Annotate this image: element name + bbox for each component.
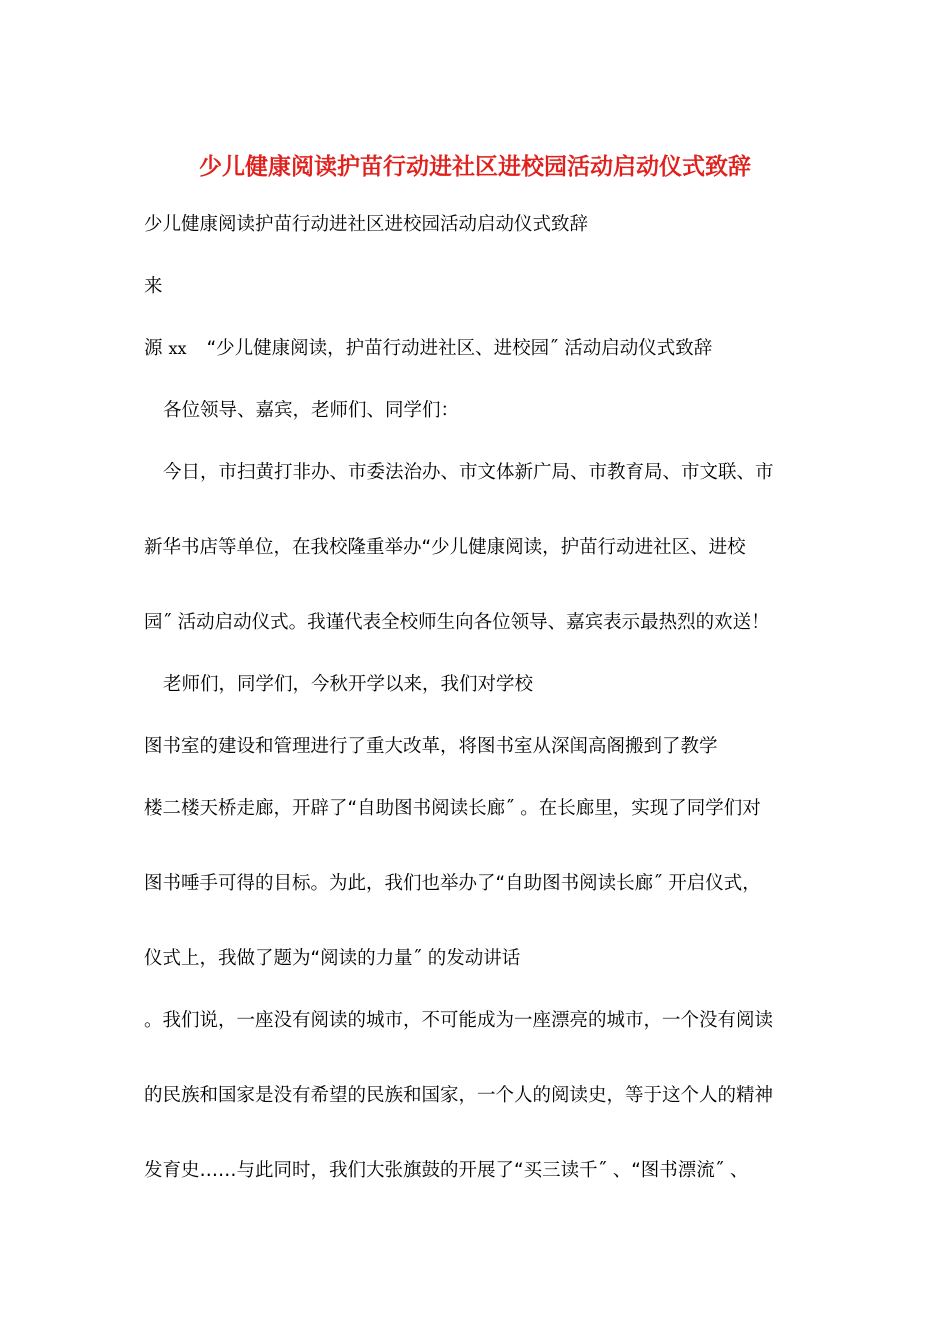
source-line: [144, 336, 712, 362]
salutation-line: 各位领导、嘉宾，老师们、同学们：: [163, 400, 460, 421]
body-line: 发育史……与此同时，我们大张旗鼓的开展了“买三读千˝ 、“图书漂流˝ 、: [144, 1160, 749, 1181]
body-line: 老师们，同学们，今秋开学以来，我们对学校: [163, 674, 534, 695]
body-line: 新华书店等单位，在我校隆重举办“少儿健康阅读，护苗行动进社区、进校: [144, 537, 746, 558]
body-line: 园˝ 活动启动仪式。我谨代表全校师生向各位领导、嘉宾表示最热烈的欢送！: [144, 612, 770, 633]
body-line: 图书室的建设和管理进行了重大改革，将图书室从深闺高阁搬到了教学: [144, 736, 718, 757]
source-value: xx: [168, 339, 187, 358]
source-label-line: 来: [144, 276, 163, 297]
source-char: 源: [144, 338, 163, 359]
event-title-text: “少儿健康阅读，护苗行动进社区、进校园˝ 活动启动仪式致辞: [206, 338, 713, 359]
body-line: 图书唾手可得的目标。为此，我们也举办了“自助图书阅读长廊˝ 开启仪式，: [144, 873, 761, 894]
body-line: 。我们说，一座没有阅读的城市，不可能成为一座漂亮的城市，一个没有阅读: [144, 1010, 774, 1031]
subtitle-line: 少儿健康阅读护苗行动进社区进校园活动启动仪式致辞: [144, 214, 589, 235]
body-line: 今日，市扫黄打非办、市委法治办、市文体新广局、市教育局、市文联、市: [163, 462, 774, 483]
document-title: 少儿健康阅读护苗行动进社区进校园活动启动仪式致辞: [199, 153, 751, 180]
body-line: 的民族和国家是没有希望的民族和国家，一个人的阅读史，等于这个人的精神: [144, 1085, 774, 1106]
body-line: 楼二楼天桥走廊，开辟了“自助图书阅读长廊˝ 。在长廊里，实现了同学们对: [144, 798, 761, 819]
body-line: 仪式上，我做了题为“阅读的力量˝ 的发动讲话: [144, 948, 521, 969]
